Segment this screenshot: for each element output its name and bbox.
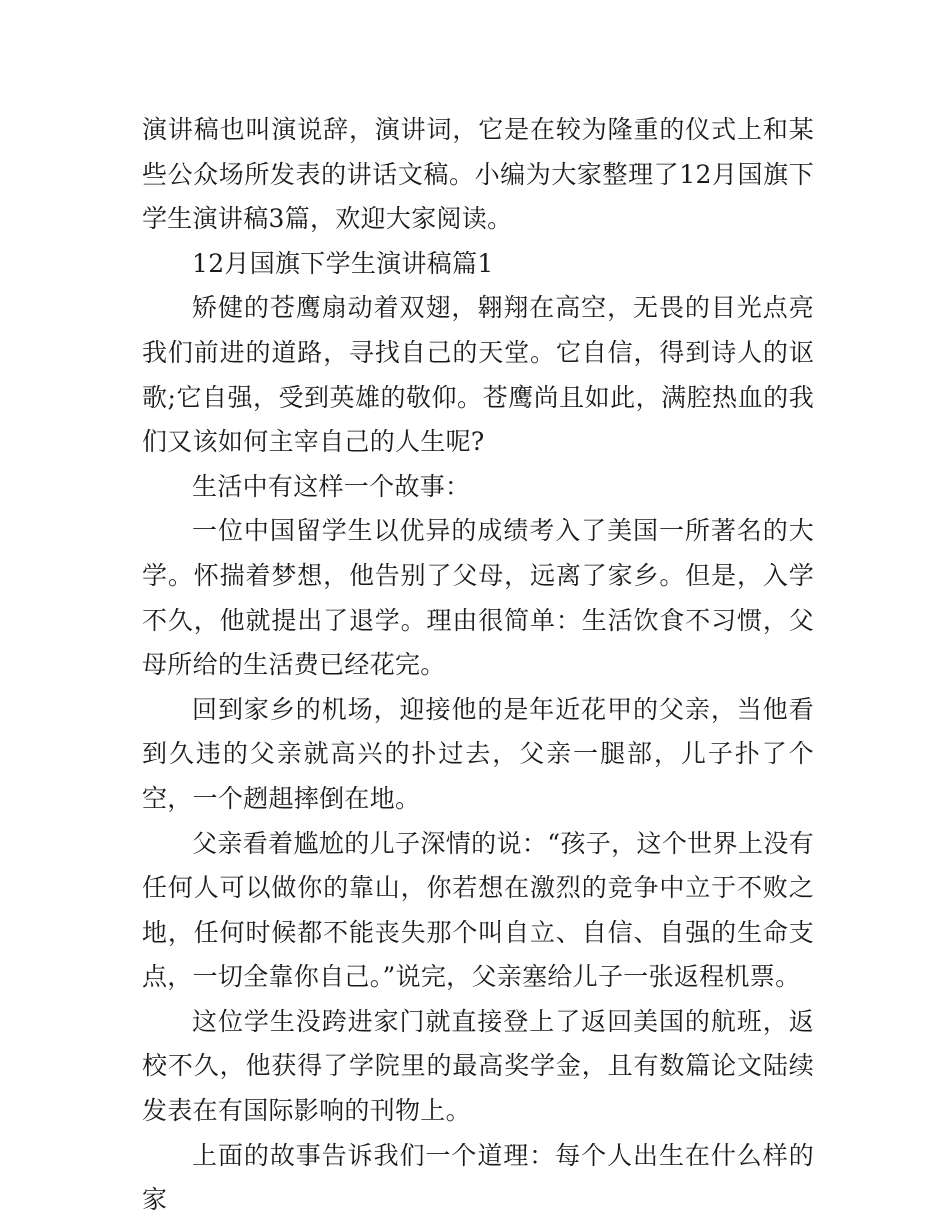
section-heading: 12月国旗下学生演讲稿篇1 [192,248,494,278]
body-paragraph: 回到家乡的机场，迎接他的是年近花甲的父亲，当他看到久违的父亲就高兴的扑过去，父亲一腿部，儿子扑了个空，一个趔趄摔倒在地。 [142,694,814,813]
body-paragraph: 矫健的苍鹰扇动着双翅，翱翔在高空，无畏的目光点亮我们前进的道路，寻找自己的天堂。它自信，得到诗人的讴歌;它自强，受到英雄的敬仰。苍鹰尚且如此，满腔热血的我们又该如何主宰自己的人生呢? [142,293,814,457]
body-paragraph: 生活中有这样一个故事： [192,471,471,501]
document-body [142,108,814,1223]
body-paragraph: 上面的故事告诉我们一个道理：每个人出生在什么样的家 [142,1140,814,1215]
body-paragraph: 这位学生没跨进家门就直接登上了返回美国的航班，返校不久，他获得了学院里的最高奖学金，且有数篇论文陆续发表在有国际影响的刊物上。 [142,1006,814,1126]
body-paragraph: 一位中国留学生以优异的成绩考入了美国一所著名的大学。怀揣着梦想，他告别了父母，远离了家乡。但是，入学不久，他就提出了退学。理由很简单：生活饮食不习惯，父母所给的生活费已经花完。 [142,516,814,680]
intro-paragraph: 演讲稿也叫演说辞，演讲词，它是在较为隆重的仪式上和某些公众场所发表的讲话文稿。小编为大家整理了12月国旗下学生演讲稿3篇，欢迎大家阅读。 [142,115,814,234]
body-paragraph: 父亲看着尴尬的儿子深情的说：“孩子，这个世界上没有任何人可以做你的靠山，你若想在激烈的竞争中立于不败之地，任何时候都不能丧失那个叫自立、自信、自强的生命支点，一切全靠你自己。”说完，父亲塞给儿子一张返程机票。 [142,828,814,992]
